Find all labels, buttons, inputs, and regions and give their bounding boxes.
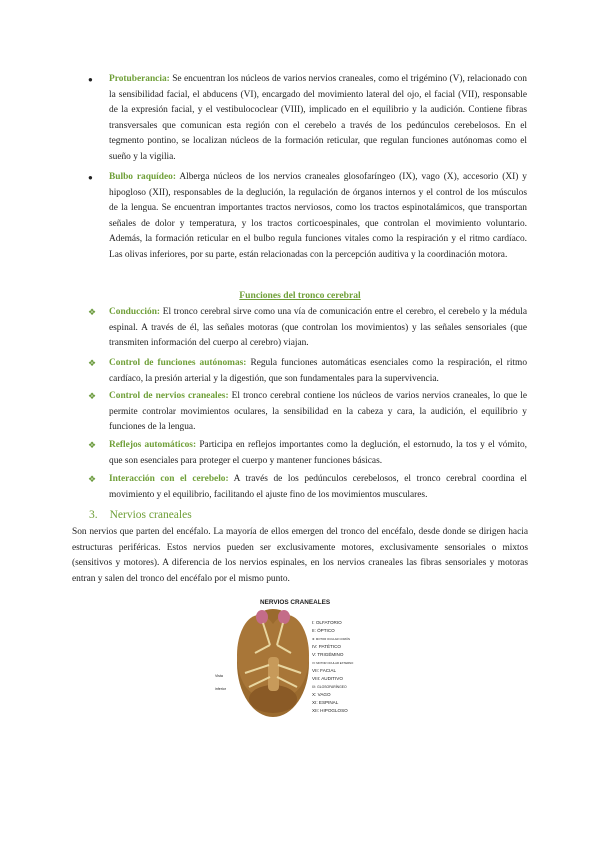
nerve-label: XII: HIPOGLOSO bbox=[312, 708, 348, 713]
list-item-text bbox=[109, 438, 527, 469]
list-item-reflejos bbox=[88, 438, 527, 469]
list-item-cerebelo bbox=[88, 472, 527, 503]
list-body: El tronco cerebral contiene los núcleos de varios nervios craneales, lo que le permite controlar movimientos oculares, la sensibilidad en la cabeza y cara, la audición, el equilibrio y funciones de la lengua. bbox=[109, 391, 527, 433]
functions-heading: Funciones del tronco cerebral bbox=[239, 290, 361, 301]
nerve-label: VII: FACIAL bbox=[312, 668, 336, 673]
list-body: A través de los pedúnculos cerebelosos, el tronco cerebral coordina el movimiento y el equilibrio, facilitando el ajuste fino de los movimientos musculares. bbox=[109, 474, 527, 500]
section-heading bbox=[89, 509, 192, 521]
figure-title: NERVIOS CRANEALES bbox=[260, 599, 331, 606]
list-term: Conducción: bbox=[109, 307, 161, 317]
section-title: Nervios craneales bbox=[109, 509, 192, 521]
olfactory-bulb-left bbox=[256, 610, 268, 624]
list-body: Alberga núcleos de los nervios craneales glosofaríngeo (IX), vago (X), accesorio (XI) y hipogloso (XII), responsables de la deglución, la regulación de órganos internos y el control de los músculos de la lengua. Se encuentran importantes tractos nerviosos, como los tractos espinotalámicos, que transportan señales de dolor y temperatura, y los tractos corticoespinales, que controlan el movimiento voluntario. Además, la formación reticular en el bulbo regula funciones vitales como la respiración y el ritmo cardíaco. Las olivas inferiores, por su parte, están relacionadas con la percepción auditiva y la coordinación motora. bbox=[109, 172, 527, 260]
section-number: 3. bbox=[89, 509, 98, 521]
list-term: Bulbo raquídeo: bbox=[109, 172, 176, 182]
bullet-icon: ● bbox=[88, 173, 93, 182]
list-item-bulbo bbox=[88, 170, 527, 264]
list-term: Control de nervios craneales: bbox=[109, 391, 229, 401]
nerve-label: XI: ESPINAL bbox=[312, 700, 339, 705]
nerve-label: V: TRIGÉMINO bbox=[312, 652, 344, 657]
list-body: Regula funciones automáticas esenciales como la respiración, el ritmo cardíaco, la presión arterial y la digestión, que son fundamentales para la supervivencia. bbox=[109, 358, 528, 384]
nerve-label: X: VAGO bbox=[312, 692, 331, 697]
list-item-nervios bbox=[88, 389, 527, 436]
list-item-protuberancia bbox=[88, 72, 527, 166]
cranial-nerves-figure bbox=[215, 595, 385, 727]
list-term: Protuberancia: bbox=[109, 74, 170, 84]
list-item-text bbox=[109, 305, 527, 352]
list-item-conduccion bbox=[88, 305, 527, 352]
list-item-autonomas bbox=[88, 356, 528, 387]
list-body: El tronco cerebral sirve como una vía de comunicación entre el cerebro, el cerebelo y la médula espinal. A través de él, las señales motoras (que controlan los movimientos) y las señales sensoriales (que transmiten información del cuerpo al cerebro) viajan. bbox=[109, 307, 527, 349]
list-item-text bbox=[109, 170, 527, 264]
bullet-icon: ● bbox=[88, 75, 93, 84]
brainstem bbox=[268, 657, 279, 691]
list-term: Control de funciones autónomas: bbox=[109, 358, 247, 368]
nerve-label: VIII: AUDITIVO bbox=[312, 676, 343, 681]
diamond-bullet-icon: ❖ bbox=[88, 391, 97, 401]
nerve-label: VI: MOTOR OCULAR EXTERNO bbox=[312, 661, 354, 665]
list-term: Reflejos automáticos: bbox=[109, 440, 197, 450]
side-label: Vista bbox=[215, 674, 223, 678]
diamond-bullet-icon: ❖ bbox=[88, 358, 97, 368]
nerve-label: II: ÓPTICO bbox=[312, 628, 335, 633]
section-paragraph: Son nervios que parten del encéfalo. La mayoría de ellos emergen del tronco del encéfalo, desde donde se dirigen hacia estructuras periféricas. Estos nervios pueden ser exclusivamente motores, exclusivamente sensoriales o mixtos (sensitivos y motores). A diferencia de los nervios espinales, en los nervios craneales las fibras sensoriales y motoras entran y salen del tronco del encéfalo por el mismo punto. bbox=[72, 527, 528, 584]
list-item-text bbox=[109, 356, 527, 387]
list-item-text bbox=[109, 389, 527, 436]
olfactory-bulb-right bbox=[278, 610, 290, 624]
nerve-label: I: OLFATORIO bbox=[312, 620, 342, 625]
list-body: Se encuentran los núcleos de varios nervios craneales, como el trigémino (V), relacionado con la sensibilidad facial, el abducens (VI), encargado del movimiento lateral del ojo, el facial (VII), responsable de la expresión facial, y el vestibulococlear (VIII), implicado en el equilibrio y la audición. Contiene fibras transversales que comunican esta región con el cerebelo a través de los pedúnculos cerebelosos. En el tegmento pontino, se localizan núcleos de la formación reticular, que regulan funciones autónomas como el sueño y la vigilia. bbox=[109, 74, 527, 162]
diamond-bullet-icon: ❖ bbox=[88, 440, 97, 450]
list-term: Interacción con el cerebelo: bbox=[109, 474, 229, 484]
diamond-bullet-icon: ❖ bbox=[88, 474, 97, 484]
list-item-text bbox=[109, 472, 527, 503]
nerve-label: III: MOTOR OCULAR COMÚN bbox=[312, 637, 351, 641]
list-body: Participa en reflejos importantes como la deglución, el estornudo, la tos y el vómito, que son esenciales para proteger el cuerpo y mantener funciones básicas. bbox=[109, 440, 527, 466]
list-item-text bbox=[109, 72, 527, 166]
diamond-bullet-icon: ❖ bbox=[88, 307, 97, 317]
side-label: inferior bbox=[215, 687, 226, 691]
nerve-label: IV: PATÉTICO bbox=[312, 644, 342, 649]
nerve-label: IX: GLOSOFARÍNGEO bbox=[312, 685, 347, 689]
section-paragraph-block bbox=[72, 525, 528, 587]
